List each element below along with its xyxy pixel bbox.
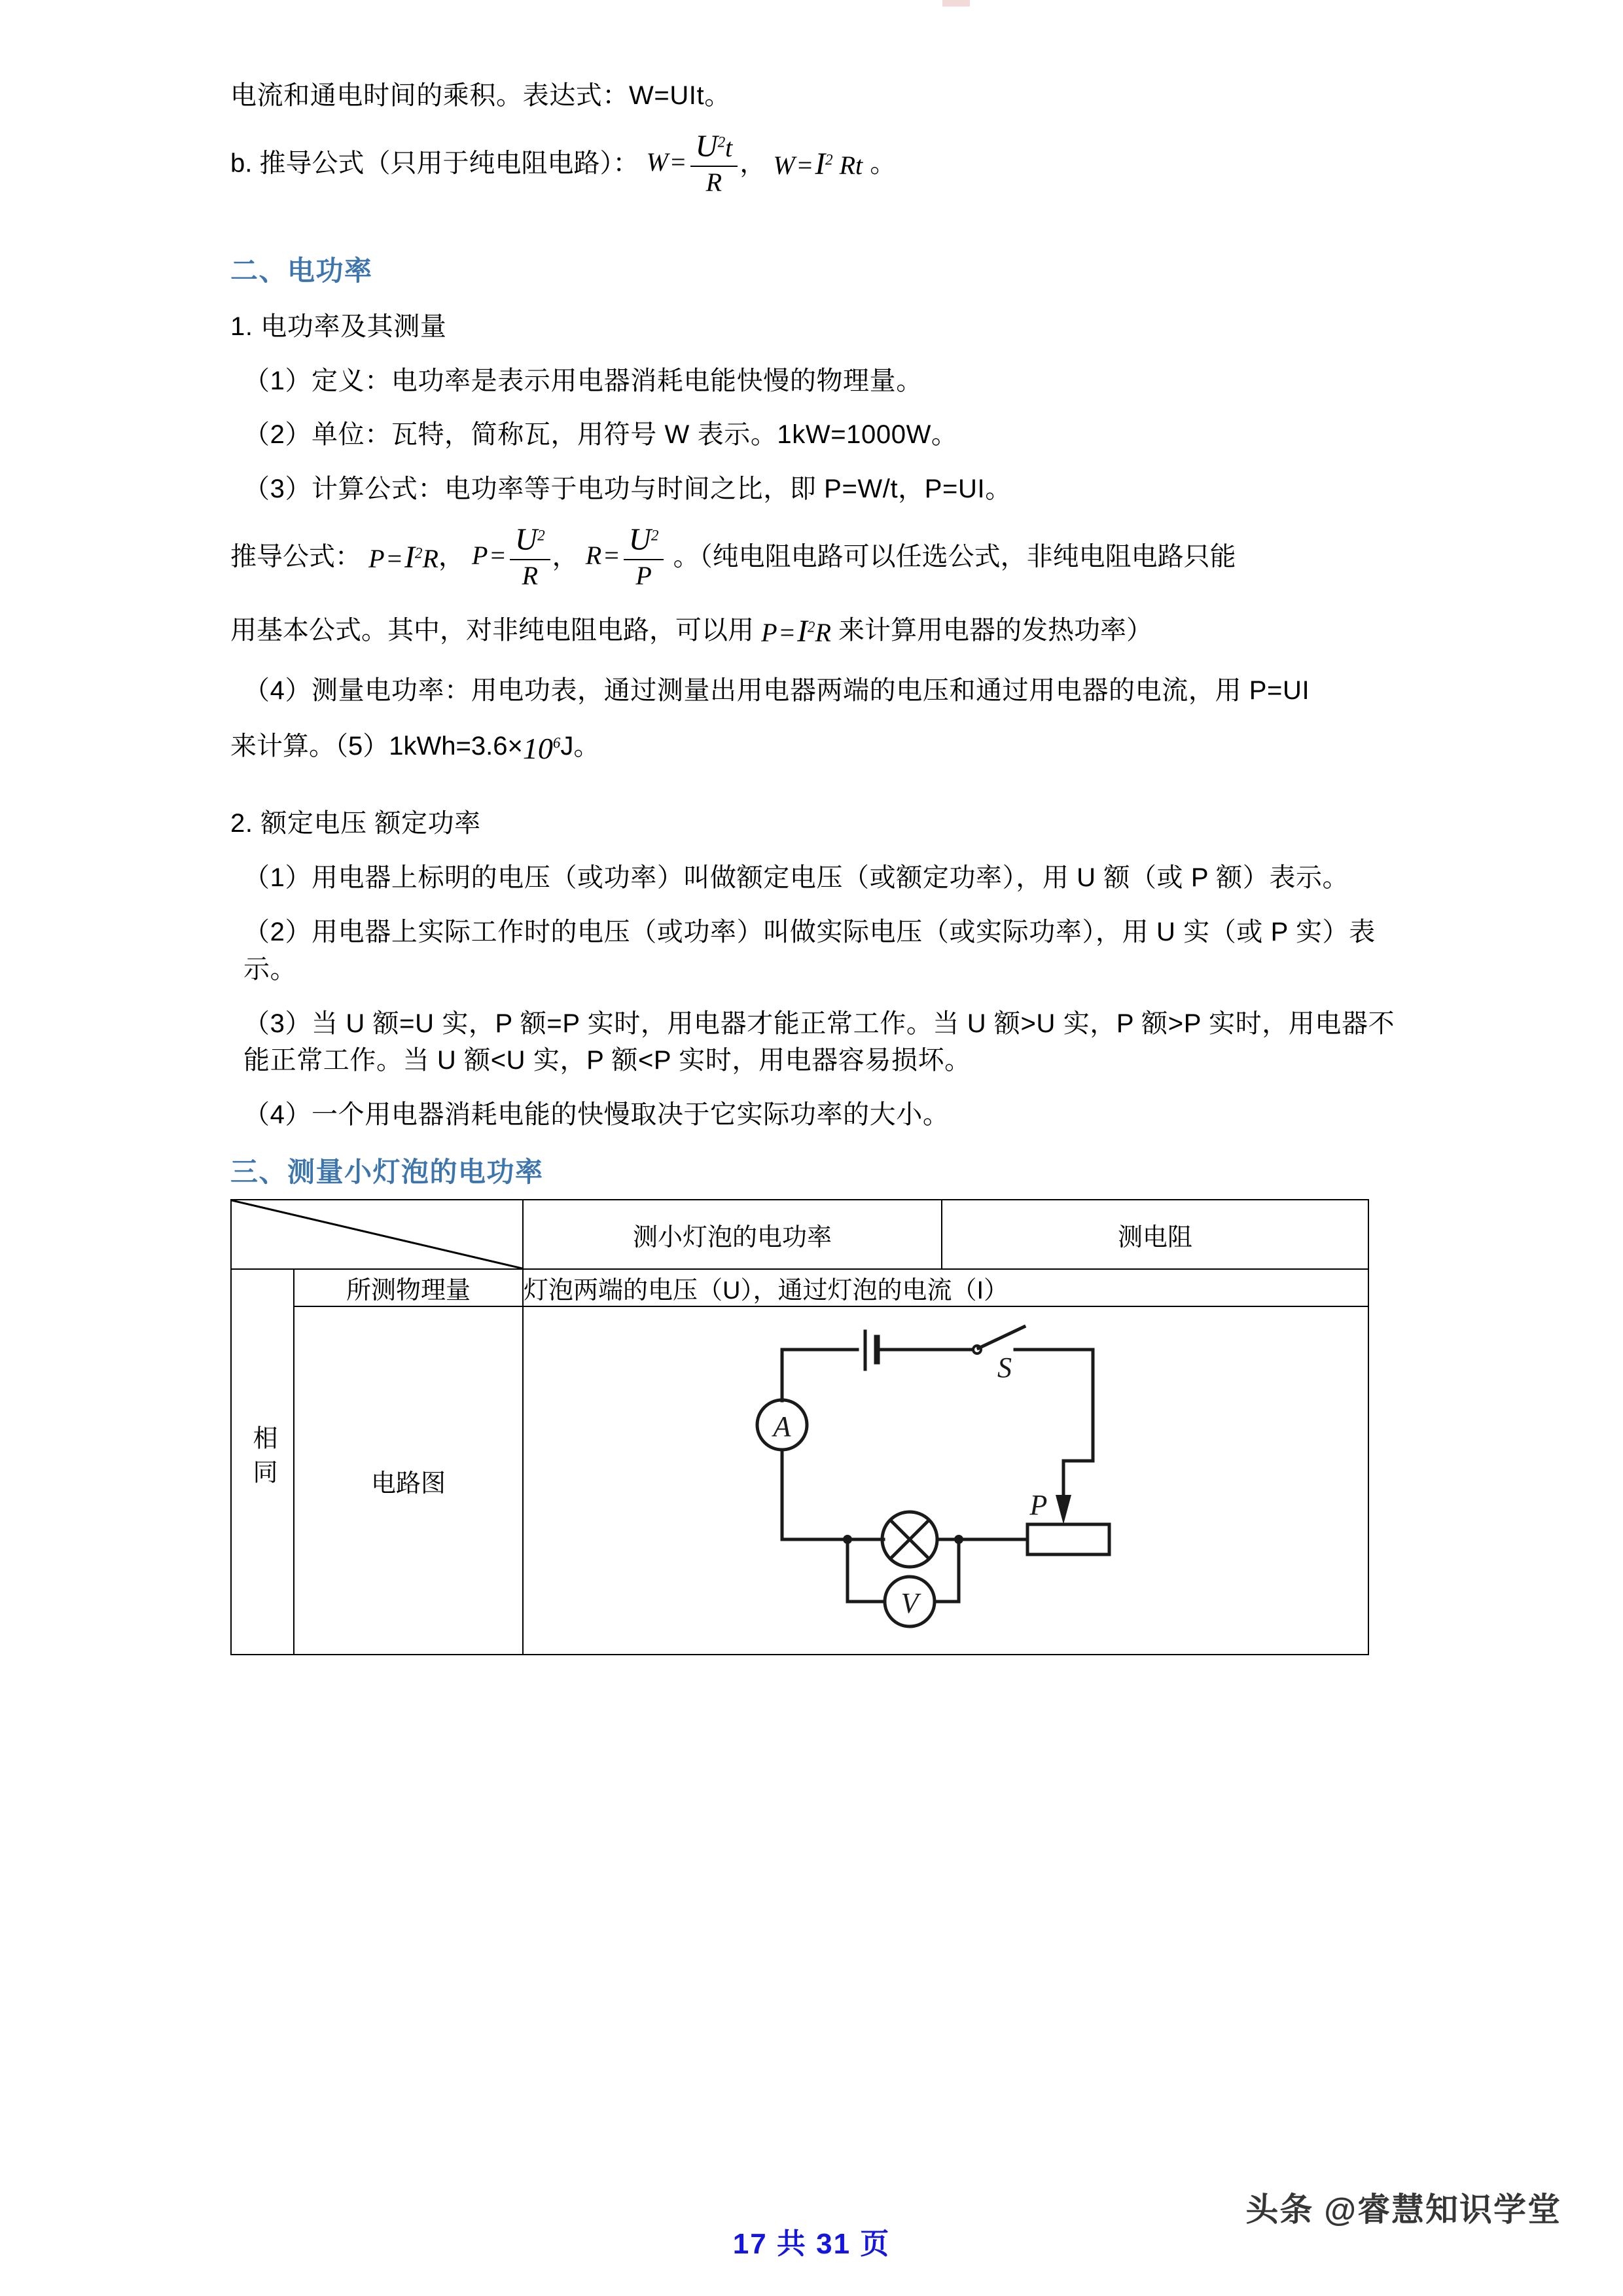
kwh-prefix: 来计算。（5）1kWh=3.6× [230, 732, 523, 761]
sci-notation-ten-power-six [523, 726, 561, 771]
sci-exponent: 6 [552, 735, 561, 752]
table-rowlabel-circuit-diagram: 电路图 [294, 1306, 523, 1655]
derived-work-prefix: b. 推导公式（只用于纯电阻电路）： [230, 149, 639, 178]
table-rowlabel-measured-quantity: 所测物理量 [294, 1269, 523, 1306]
table-corner-cell [231, 1200, 523, 1269]
heading-section-three: 三、测量小灯泡的电功率 [230, 1157, 544, 1187]
derived-power-prefix: 推导公式： [230, 542, 361, 571]
table-cell-measured-quantity-value: 灯泡两端的电压（U），通过灯泡的电流（I） [523, 1269, 1368, 1306]
basic-formula-suffix: 来计算用电器的发热功率） [838, 615, 1152, 645]
diagonal-divider-icon [232, 1200, 522, 1268]
table-header-measure-resistance: 测电阻 [942, 1200, 1368, 1269]
rheostat-slider-label: P [1029, 1489, 1048, 1521]
table-row-circuit-diagram [231, 1306, 1368, 1655]
paragraph-1-3-formula: （3）计算公式：电功率等于电功与时间之比，即 P=W/t，P=UI。 [243, 475, 1012, 504]
formula-w-i2rt: $W =I^2$ Rt [773, 147, 863, 182]
kwh-suffix: J。 [560, 732, 600, 761]
paragraph-1-2-unit: （2）单位：瓦特，简称瓦，用符号 W 表示。1kW=1000W。 [243, 420, 958, 450]
circuit-diagram [743, 1323, 1149, 1631]
subheading-2-rated-voltage-power: 2. 额定电压 额定功率 [230, 809, 481, 838]
basic-formula-prefix: 用基本公式。其中，对非纯电阻电路，可以用 [230, 615, 754, 645]
paragraph-derived-work-formula [230, 129, 1402, 198]
paragraph-derived-power-formulas [230, 522, 1402, 592]
paragraph-1-1-definition: （1）定义：电功率是表示用电器消耗电能快慢的物理量。 [243, 366, 923, 395]
paragraph-w-uit: 电流和通电时间的乘积。表达式：W=UIt。 [230, 81, 731, 110]
paragraph-2-1-rated-definition: （1）用电器上标明的电压（或功率）叫做额定电压（或额定功率），用 U 额（或 P 额）表示。 [243, 863, 1349, 893]
rheostat-body-icon [1027, 1524, 1109, 1554]
paragraph-2-3-comparison: （3）当 U 额=U 实，P 额=P 实时，用电器才能正常工作。当 U 额>U 实，P 额>P 实时，用电器不能正常工作。当 U 额<U 实，P 额<P 实时，用电器容易损坏。 [243, 1009, 1395, 1075]
table-header-row [231, 1200, 1368, 1269]
comparison-table-wrapper [230, 1199, 1368, 1655]
footer-page-number: 17 共 31 页 [732, 2228, 891, 2260]
subheading-1-power-and-measurement: 1. 电功率及其测量 [230, 312, 447, 341]
table-cell-circuit-diagram [523, 1306, 1368, 1655]
comparison-table [230, 1199, 1369, 1655]
formula-r-u2-over-p: R = $\frac{U^2}{P}$ [586, 525, 666, 592]
ammeter-label: A [773, 1410, 791, 1443]
table-header-measure-lamp-power: 测小灯泡的电功率 [523, 1200, 942, 1269]
voltmeter-label: V [901, 1587, 919, 1619]
formula-p-i2r: $P =I^2R$ [368, 541, 438, 575]
derived-power-suffix: 。（纯电阻电路可以任选公式，非纯电阻电路只能 [673, 542, 1236, 571]
formula-w-u2t-over-r: W = $\frac{U^2t}{R}$ [647, 132, 740, 198]
paragraph-1-5-kwh-conversion [230, 726, 1402, 771]
paragraph-1-4-measuring-power: （4）测量电功率：用电功表，通过测量出用电器两端的电压和通过用电器的电流，用 P=UI [243, 675, 1310, 705]
formula-p-u2-over-r: P = $\frac{U^2}{R}$ [472, 525, 552, 592]
switch-label: S [997, 1352, 1012, 1384]
page-content [230, 0, 1402, 1655]
sci-base: 10 [522, 732, 553, 766]
table-group-label-text: 相同 [249, 1424, 276, 1493]
formula-comma-1: ， [438, 542, 465, 571]
rheostat-slider-icon [1056, 1486, 1071, 1524]
watermark-logo: 头条 @睿慧知识学堂 [1245, 2191, 1561, 2228]
table-row-measured-quantity [231, 1269, 1368, 1306]
paragraph-2-4-consumption-rate: （4）一个用电器消耗电能的快慢取决于它实际功率的大小。 [243, 1100, 950, 1130]
formula-comma-2: ， [552, 542, 579, 571]
paragraph-2-2-actual-definition: （2）用电器上实际工作时的电压（或功率）叫做实际电压（或实际功率），用 U 实（或 P 实）表示。 [243, 918, 1376, 984]
formula-p-i2r-inline: $P =I^2R$ [761, 614, 831, 649]
heading-section-two: 二、电功率 [230, 255, 373, 286]
formula-separator-comma: ， [740, 149, 766, 178]
paragraph-basic-formula-note [230, 609, 1402, 655]
switch-blade-icon [978, 1327, 1024, 1348]
derived-work-suffix: 。 [870, 149, 897, 178]
table-group-label-same [231, 1269, 294, 1655]
